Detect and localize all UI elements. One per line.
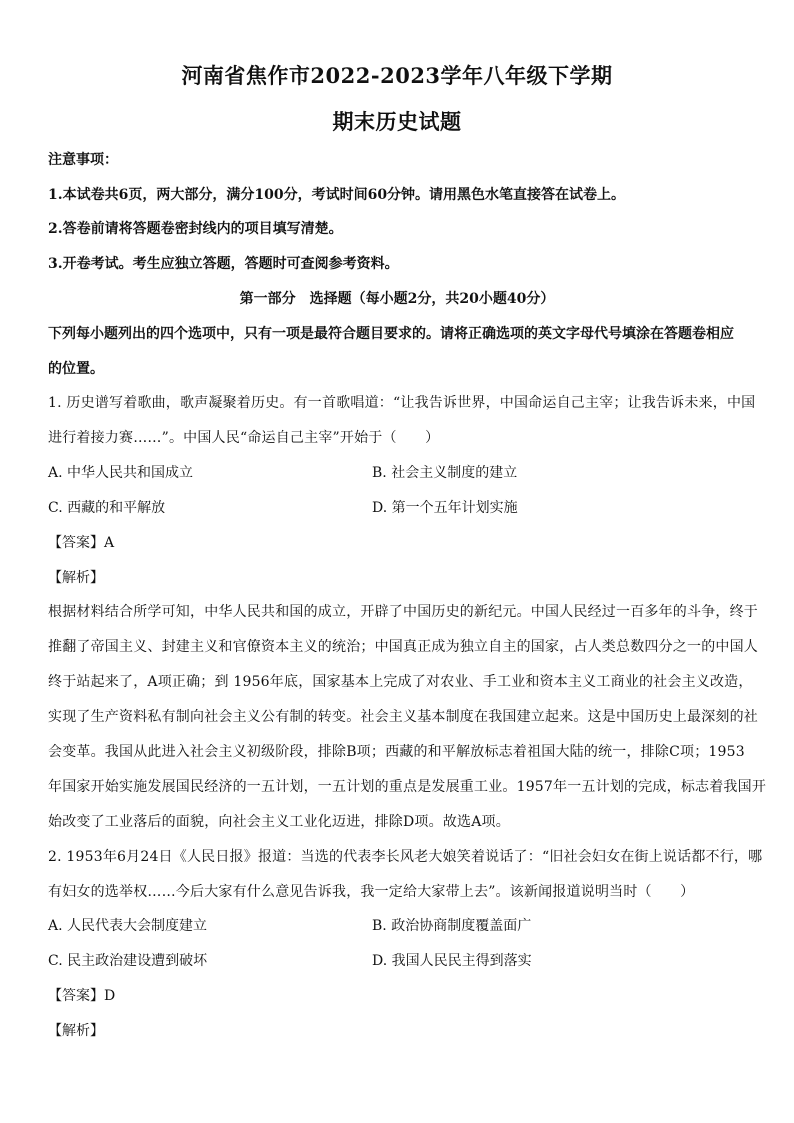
q2-stem-line-1: 2. 1953年6月24日《人民日报》报道：当选的代表李长风老大娘笑着说话了：“旧社会妇女在街上说话都不行，哪: [48, 849, 763, 865]
q1-option-b: B. 社会主义制度的建立: [372, 465, 518, 481]
notes-header: 注意事项：: [48, 152, 118, 168]
section-instruction-line-1: 下列每小题列出的四个选项中，只有一项是最符合题目要求的。请将正确选项的英文字母代号填涂在答题卷相应: [48, 326, 734, 342]
q1-stem-line-2: 进行着接力赛……”。中国人民“命运自己主宰”开始于（ ）: [48, 430, 440, 446]
document-subtitle: 期末历史试题: [332, 109, 462, 134]
q1-option-c: C. 西藏的和平解放: [48, 500, 166, 516]
q1-analysis-line-2: 推翻了帝国主义、封建主义和官僚资本主义的统治；中国真正成为独立自主的国家，占人类总数四分之一的中国人: [48, 639, 758, 655]
q1-option-d: D. 第一个五年计划实施: [372, 500, 518, 516]
q2-answer: 【答案】D: [48, 988, 116, 1004]
q2-option-c: C. 民主政治建设遭到破坏: [48, 953, 208, 969]
q2-analysis-label: 【解析】: [48, 1023, 104, 1039]
q1-analysis-line-7: 始改变了工业落后的面貌，向社会主义工业化迈进，排除D项。故选A项。: [48, 814, 510, 830]
note-2: 2.答卷前请将答题卷密封线内的项目填写清楚。: [48, 221, 343, 237]
q1-analysis-line-3: 终于站起来了，A项正确；到 1956年底，国家基本上完成了对农业、手工业和资本主义工商业的社会主义改造，: [48, 674, 753, 690]
q1-analysis-line-4: 实现了生产资料私有制向社会主义公有制的转变。社会主义基本制度在我国建立起来。这是中国历史上最深刻的社: [48, 709, 758, 725]
q2-stem-line-2: 有妇女的选举权……今后大家有什么意见告诉我，我一定给大家带上去”。该新闻报道说明当时（ ）: [48, 884, 695, 900]
q2-option-a: A. 人民代表大会制度建立: [48, 918, 208, 934]
q1-analysis-line-6: 年国家开始实施发展国民经济的一五计划，一五计划的重点是发展重工业。1957年一五计划的完成，标志着我国开: [48, 779, 767, 795]
q1-answer: 【答案】A: [48, 535, 115, 551]
document-title: 河南省焦作市2022-2023学年八年级下学期: [181, 63, 613, 88]
q1-analysis-line-5: 会变革。我国从此进入社会主义初级阶段，排除B项；西藏的和平解放标志着祖国大陆的统一，排除C项；1953: [48, 744, 745, 760]
q1-stem-line-1: 1. 历史谱写着歌曲，歌声凝聚着历史。有一首歌唱道：“让我告诉世界，中国命运自己主宰；让我告诉未来，中国: [48, 395, 756, 411]
q1-analysis-label: 【解析】: [48, 570, 104, 586]
section-heading: 第一部分 选择题（每小题2分，共20小题40分）: [239, 291, 555, 307]
note-1: 1.本试卷共6页，两大部分，满分100分，考试时间60分钟。请用黑色水笔直接答在试卷上。: [48, 187, 626, 203]
note-3: 3.开卷考试。考生应独立答题，答题时可查阅参考资料。: [48, 256, 399, 272]
q2-option-b: B. 政治协商制度覆盖面广: [372, 918, 532, 934]
q1-option-a: A. 中华人民共和国成立: [48, 465, 194, 481]
section-instruction-line-2: 的位置。: [48, 361, 104, 377]
q1-analysis-line-1: 根据材料结合所学可知，中华人民共和国的成立，开辟了中国历史的新纪元。中国人民经过一百多年的斗争，终于: [48, 604, 758, 620]
q2-option-d: D. 我国人民民主得到落实: [372, 953, 532, 969]
